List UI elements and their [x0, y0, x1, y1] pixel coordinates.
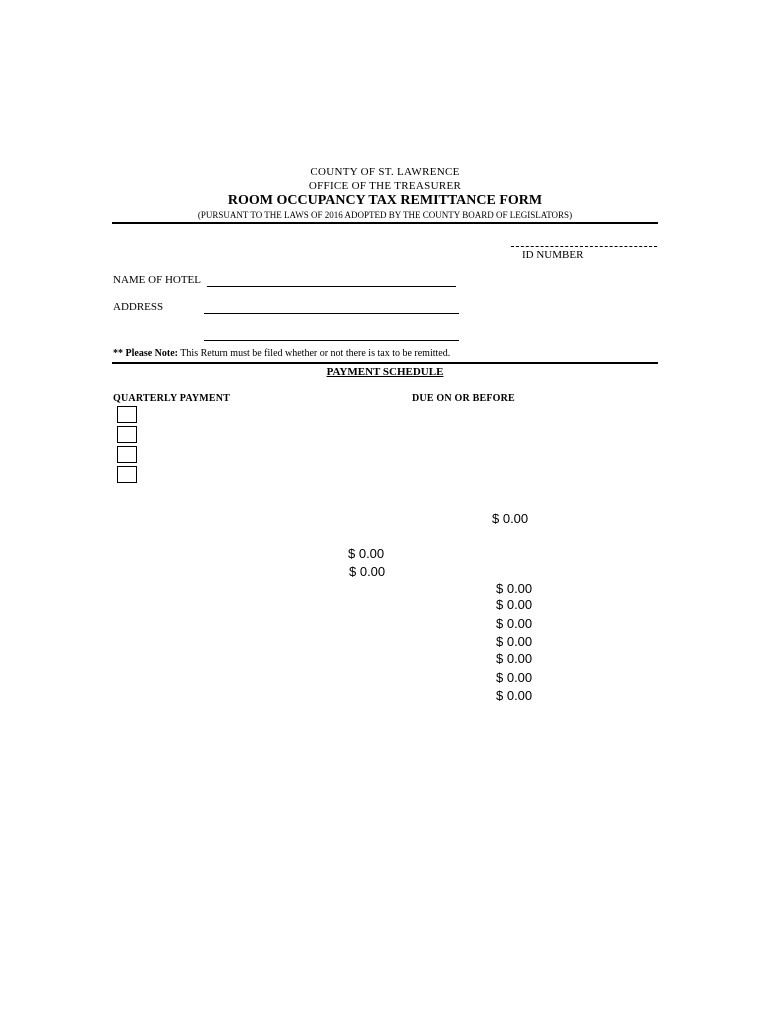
amount-field-2[interactable]: $ 0.00 — [348, 546, 385, 561]
note-prefix: ** Please Note: — [113, 348, 178, 359]
payment-schedule-title: PAYMENT SCHEDULE — [326, 366, 444, 378]
amount-field-7[interactable]: $ 0.00 — [496, 634, 533, 649]
hotel-name-field[interactable] — [207, 286, 456, 287]
id-number-field[interactable] — [511, 246, 657, 247]
quarter-checkbox-3[interactable] — [117, 446, 137, 463]
address-line2-field[interactable] — [204, 340, 459, 341]
due-on-or-before-header: DUE ON OR BEFORE — [412, 393, 515, 404]
amount-field-10[interactable]: $ 0.00 — [496, 688, 533, 703]
amount-field-5[interactable]: $ 0.00 — [496, 597, 533, 612]
amount-field-3[interactable]: $ 0.00 — [349, 564, 386, 579]
header-divider — [112, 222, 658, 224]
quarter-checkbox-4[interactable] — [117, 466, 137, 483]
amount-field-9[interactable]: $ 0.00 — [496, 670, 533, 685]
amount-field-8[interactable]: $ 0.00 — [496, 651, 533, 666]
amount-field-4[interactable]: $ 0.00 — [496, 581, 533, 596]
address-label: ADDRESS — [113, 301, 164, 313]
quarter-checkbox-2[interactable] — [117, 426, 137, 443]
amount-field-6[interactable]: $ 0.00 — [496, 616, 533, 631]
note-text: This Return must be filed whether or not there is tax to be remitted. — [177, 348, 451, 359]
id-number-label: ID NUMBER — [522, 249, 584, 261]
amount-field-1[interactable]: $ 0.00 — [492, 511, 529, 526]
address-line1-field[interactable] — [204, 313, 459, 314]
note-divider — [112, 362, 658, 364]
quarterly-payment-header: QUARTERLY PAYMENT — [113, 393, 231, 404]
form-subtitle: (PURSUANT TO THE LAWS OF 2016 ADOPTED BY THE COUNTY BOARD OF LEGISLATORS) — [197, 210, 573, 220]
form-title: ROOM OCCUPANCY TAX REMITTANCE FORM — [227, 193, 543, 208]
office-name: OFFICE OF THE TREASURER — [308, 180, 462, 192]
quarter-checkbox-1[interactable] — [117, 406, 137, 423]
county-name: COUNTY OF ST. LAWRENCE — [310, 166, 460, 178]
filing-note — [113, 348, 450, 359]
hotel-name-label: NAME OF HOTEL — [113, 274, 201, 286]
